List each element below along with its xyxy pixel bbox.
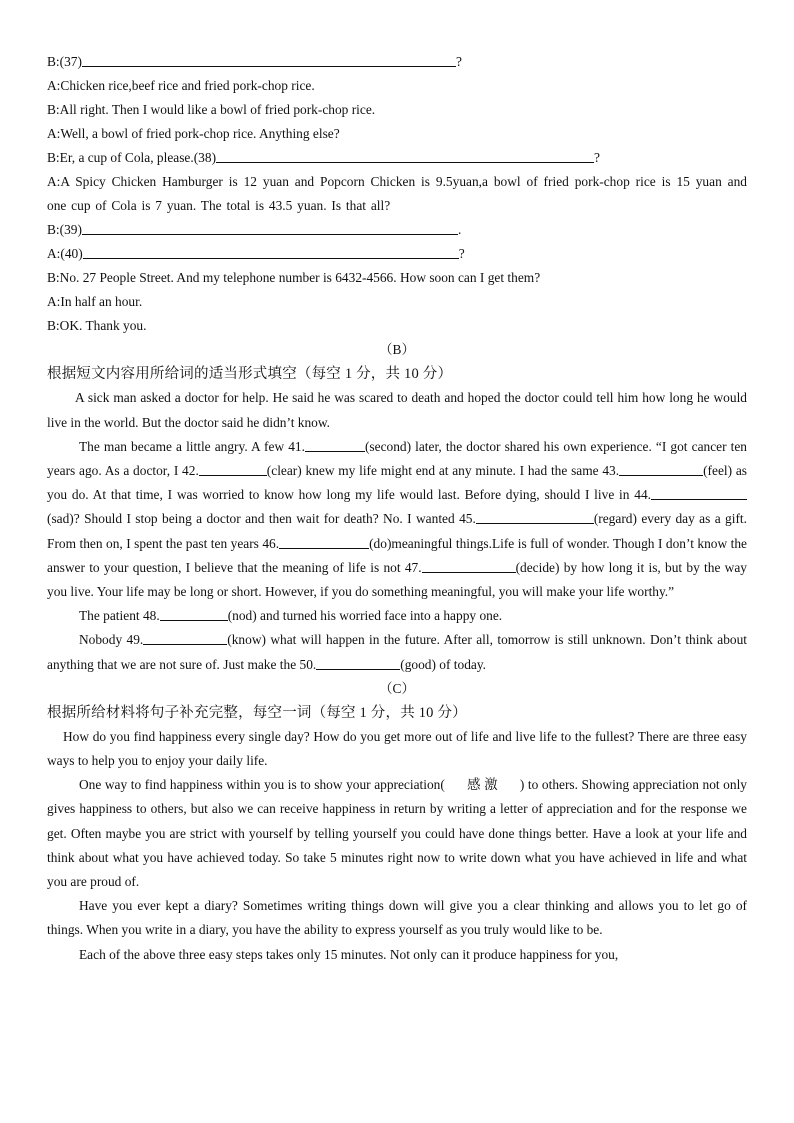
dialogue-line: B:OK. Thank you. [47, 318, 147, 334]
blank-39-prefix: B:(39) [47, 222, 82, 238]
period: . [457, 222, 462, 238]
answer-blank-44[interactable] [651, 484, 747, 500]
question-mark: ? [455, 54, 462, 69]
dialogue-line-40 [47, 242, 747, 266]
answer-blank-39[interactable] [82, 219, 458, 235]
answer-blank-37[interactable] [82, 51, 456, 67]
dialogue-line-38 [47, 146, 747, 170]
answer-blank-42[interactable] [199, 460, 267, 476]
chinese-gloss: 感 激 [466, 777, 498, 793]
text-run: (clear) knew my life might end at any minute. I had the same 43. [266, 463, 620, 479]
answer-blank-48[interactable] [160, 605, 228, 621]
dialogue-line-39 [47, 218, 747, 242]
section-c-paragraph-3: Have you ever kept a diary? Sometimes writing things down will give you a clear thinking and allows you to let go of things. When you write in a diary, you have the ability to express yourself as you truly would like to be. [47, 898, 747, 938]
text-run: (nod) and turned his worried face into a happy one. [227, 608, 503, 624]
dialogue-line-37 [47, 50, 747, 74]
text-run: (feel) as you do. At that time, I was worried to know how long my life would last. Before dying, should I live in 44. [47, 463, 747, 503]
section-b-instruction: 根据短文内容用所给词的适当形式填空（每空 1 分，共 10 分） [47, 366, 453, 383]
text-run: (second) later, the doctor shared his own experience. “I got cancer ten years ago. As a doctor, I 42. [47, 438, 747, 479]
answer-blank-50[interactable] [316, 654, 400, 670]
answer-blank-45[interactable] [476, 508, 594, 524]
dialogue-line: A:Well, a bowl of fried pork-chop rice. Anything else? [47, 126, 340, 141]
section-c-paragraph-4: Each of the above three easy steps takes only 15 minutes. Not only can it produce happiness for you, [79, 946, 619, 962]
dialogue-line: A:In half an hour. [47, 294, 143, 310]
section-b [47, 338, 747, 676]
section-c-label: （C） [379, 680, 415, 696]
text-run: ) to others. Showing appreciation not only gives happiness to others, but also we can receive happiness in return by writing a letter of appreciation and for the response we get. Often maybe you are strict with yourself by telling yourself you could have done things better. Have a look at your life and think about what you have achieved today. So take 5 minutes right now to write down what you have achieved in life and what you are proud of. [47, 777, 747, 890]
section-b-paragraph-1: A sick man asked a doctor for help. He said he was scared to death and hoped the doctor could tell him how long he would live in the world. But the doctor said he didn’t know. [47, 390, 747, 430]
dialogue-line: A:Chicken rice,beef rice and fried pork-chop rice. [47, 78, 315, 93]
answer-blank-46[interactable] [279, 533, 369, 549]
section-c [47, 677, 747, 967]
text-run: (sad)? Should I stop being a doctor and then wait for death? No. I wanted 45. [47, 511, 476, 527]
text-run: One way to find happiness within you is to show your appreciation( [79, 777, 445, 793]
dialogue-line: B:No. 27 People Street. And my telephone number is 6432-4566. How soon can I get them? [47, 270, 541, 286]
text-run: (know) what will happen in the future. After all, tomorrow is still unknown. Don’t think about anything that we are not sure of. Just make the 50. [47, 632, 747, 672]
answer-blank-38[interactable] [216, 147, 594, 163]
answer-blank-41[interactable] [305, 436, 365, 452]
section-b-paragraph-2 [47, 435, 747, 604]
section-b-paragraph-4 [47, 628, 747, 676]
answer-blank-47[interactable] [422, 557, 516, 573]
text-run: Nobody 49. [79, 632, 144, 648]
worksheet-page [47, 50, 747, 967]
section-b-paragraph-3 [47, 604, 747, 628]
text-run: (regard) every day as a gift. From then on, I spent the past ten years 46. [47, 511, 747, 551]
question-mark: ? [594, 150, 600, 165]
text-run: (good) of today. [400, 656, 487, 672]
dialogue-line: B:All right. Then I would like a bowl of fried pork-chop rice. [47, 102, 376, 117]
text-run: The patient 48. [79, 608, 160, 624]
dialogue-paragraph: A:A Spicy Chicken Hamburger is 12 yuan and Popcorn Chicken is 9.5yuan,a bowl of fried pork-chop rice is 15 yuan and one cup of Cola is 7 yuan. The total is 43.5 yuan. Is that all? [47, 174, 747, 214]
section-c-instruction: 根据所给材料将句子补充完整，每空一词（每空 1 分，共 10 分） [47, 704, 467, 721]
blank-38-prefix: B:Er, a cup of Cola, please.(38) [47, 150, 217, 165]
section-c-paragraph-1: How do you find happiness every single day? How do you get more out of life and live life to the fullest? There are three easy ways to help you to enjoy your daily life. [47, 728, 747, 769]
text-run: (do)meaningful things.Life is full of wonder. Though I don’t know the answer to your question, I believe that the meaning of life is not 47. [47, 535, 747, 575]
text-run: (decide) by how long it is, but by the way you live. Your life may be long or short. However, if you do something meaningful, you will make your life worthy.” [47, 559, 747, 600]
section-b-label: （B） [379, 342, 415, 358]
text-run: The man became a little angry. A few 41. [79, 438, 305, 454]
blank-40-prefix: A:(40) [47, 246, 83, 262]
answer-blank-43[interactable] [619, 460, 703, 476]
blank-37-prefix: B:(37) [47, 54, 82, 69]
dialogue [47, 50, 747, 338]
question-mark: ? [458, 246, 465, 262]
answer-blank-49[interactable] [143, 629, 227, 645]
answer-blank-40[interactable] [83, 243, 459, 259]
section-c-paragraph-2 [47, 773, 747, 894]
